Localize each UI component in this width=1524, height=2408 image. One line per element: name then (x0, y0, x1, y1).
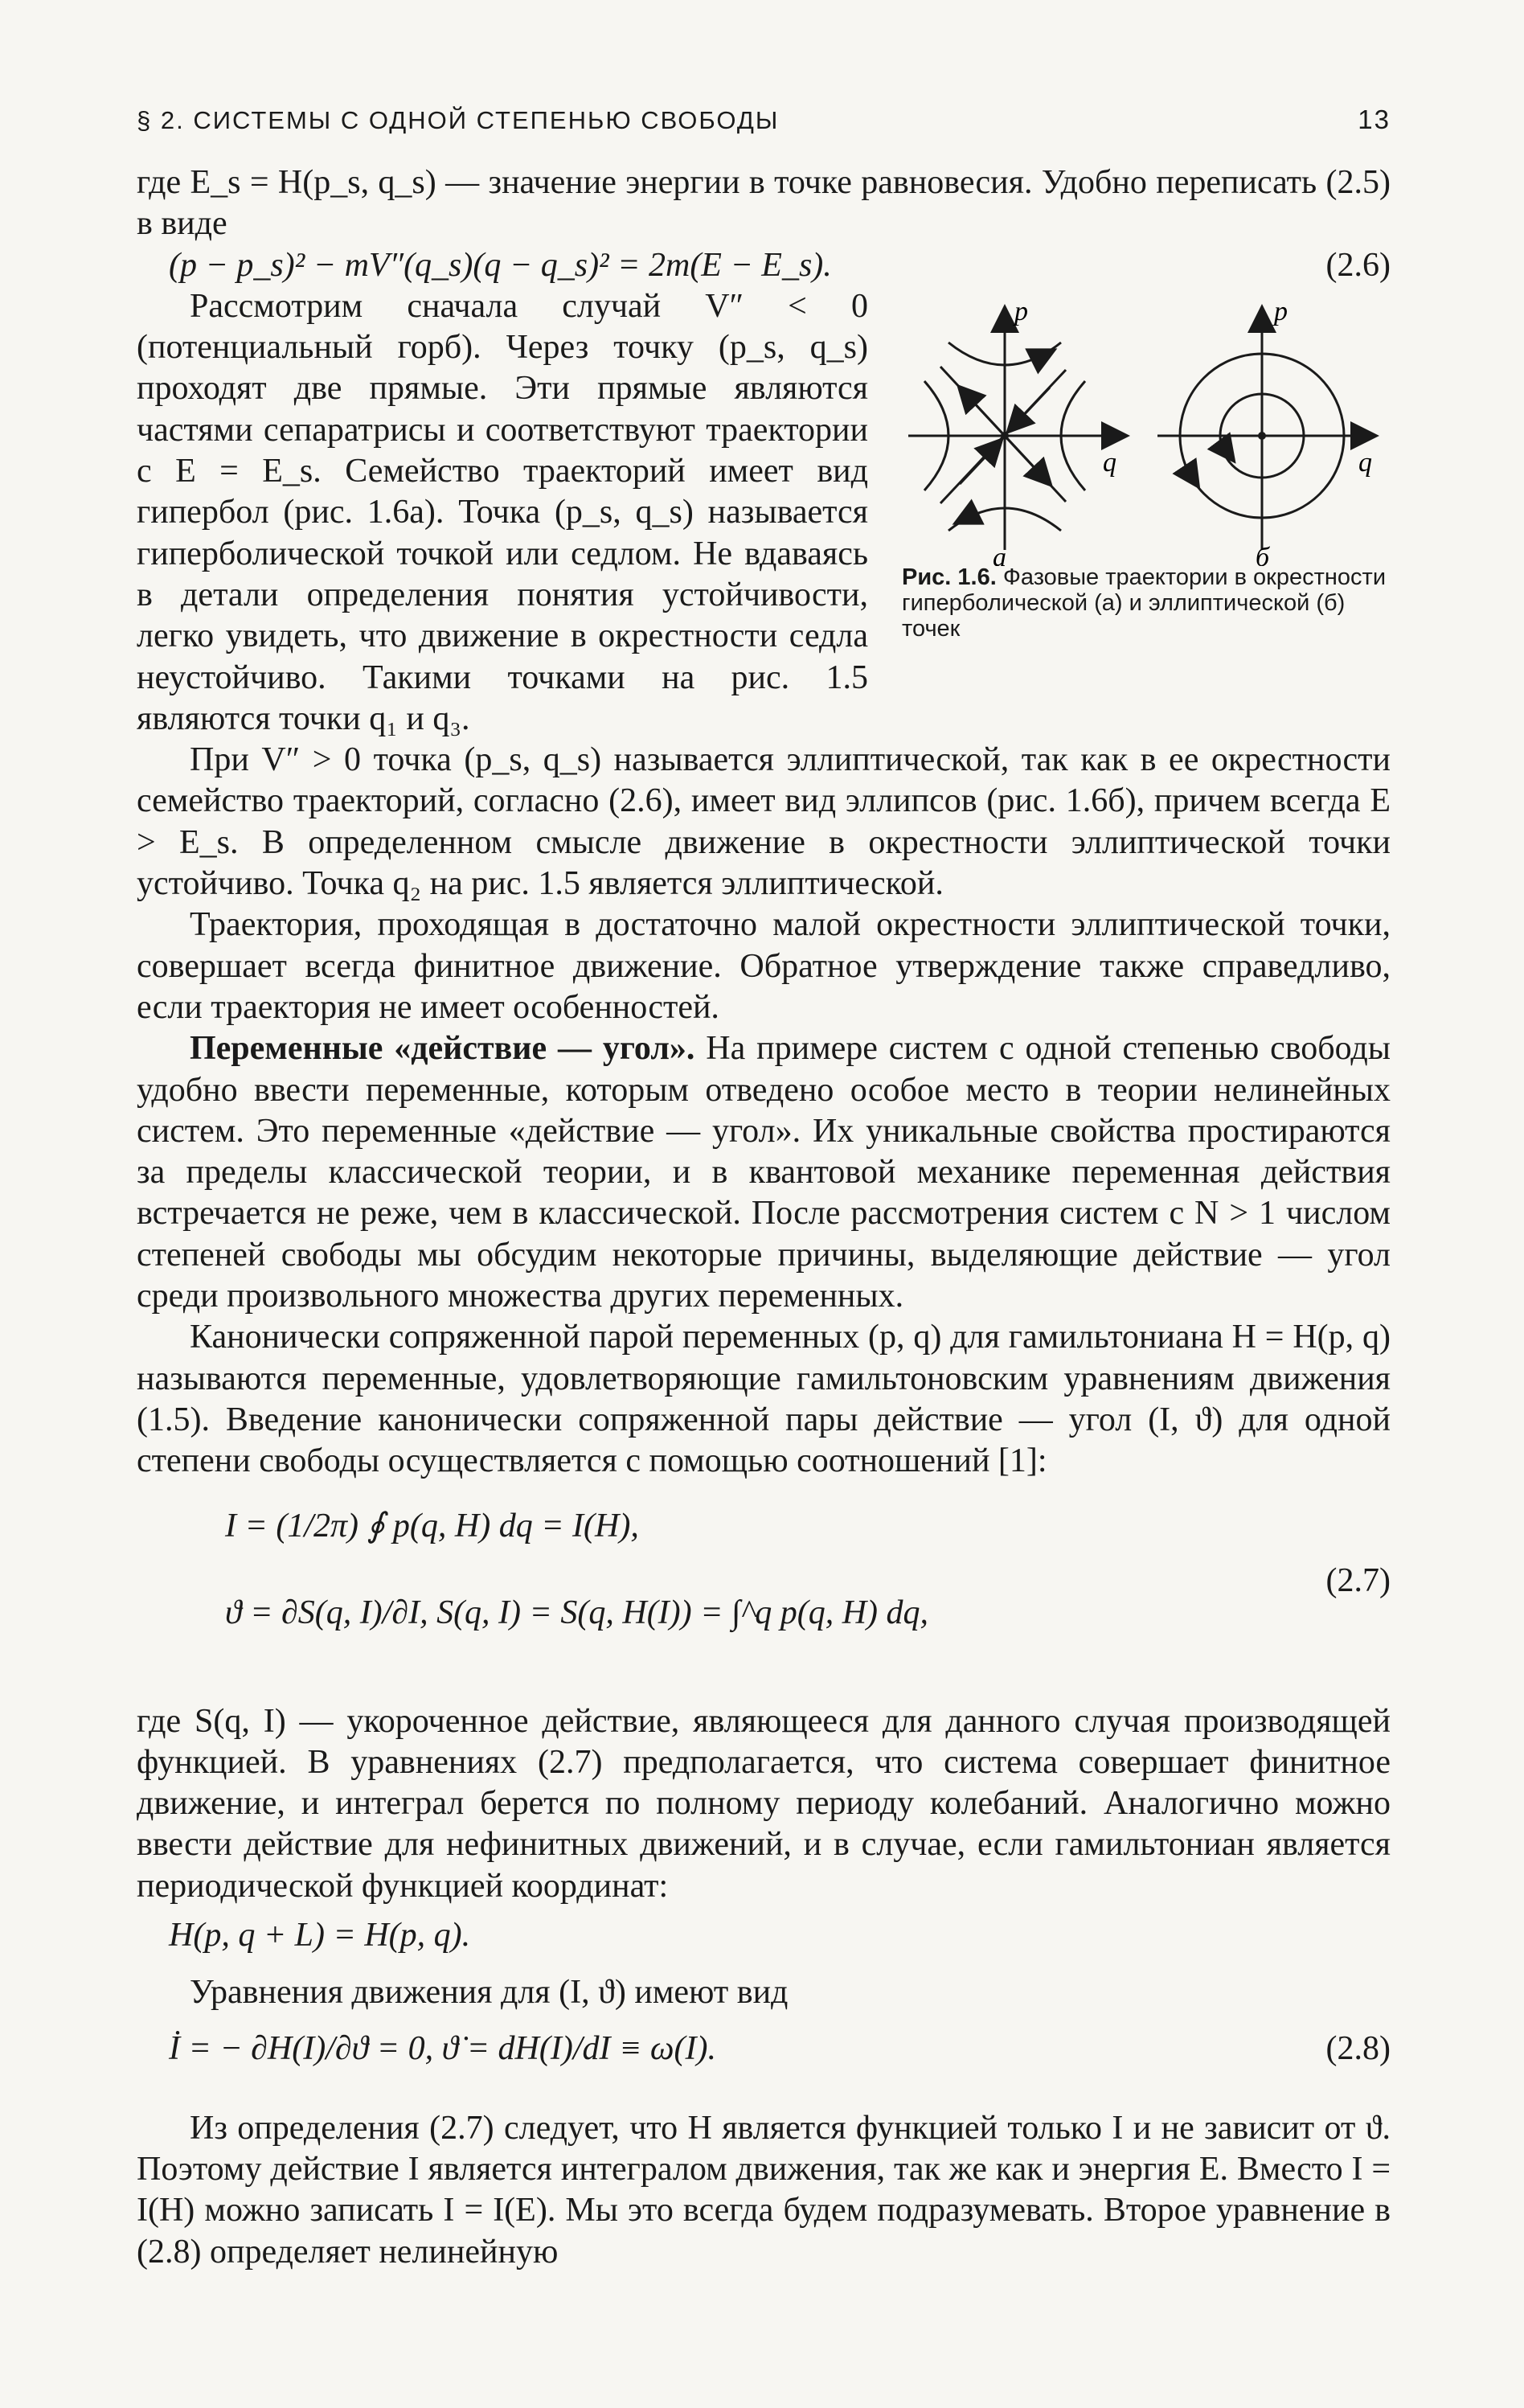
axis-p-label-a: p (1014, 296, 1028, 326)
axis-p-label-b: p (1274, 296, 1288, 326)
paragraph-7: где S(q, I) — укороченное действие, являющееся для данного случая производящей функцией. В уравнениях (2.7) предполагается, что система совершает финитное движение, и интеграл берется по полному периоду колебаний. Аналогично можно ввести действие для нефинитных движений, и в случае, если гамильтониан является периодической функцией координат: (137, 1702, 1391, 1905)
page-number: 13 (1358, 105, 1391, 134)
figure-label-a: а (993, 542, 1006, 566)
text-with-figure (137, 286, 1391, 905)
equation-2-6-number: (2.6) (1325, 246, 1391, 284)
paragraph-2: Рассмотрим сначала случай V″ < 0 (потенциальный горб). Через точку (p_s, q_s) проходят две прямые. Эти прямые являются частями сепаратрисы и соответствуют траектории с E = E_s. Семейство траекторий имеет вид гипербол (рис. 1.6а). Точка (p_s, q_s) называется гиперболической точкой или седлом. Не вдаваясь в детали определения понятия устойчивости, легко увидеть, что движение в окрестности седла неустойчиво. Такими точками на рис. 1.5 являются точки q₁ и q₃. (137, 287, 868, 737)
caption-text: Фазовые траектории в окрестности гиперболической (а) и эллиптической (б) точек (902, 564, 1387, 642)
phase-portrait-diagram (892, 293, 1391, 566)
equation-2-6 (137, 245, 1391, 286)
page (137, 105, 1391, 2273)
equation-2-8-number: (2.8) (1325, 2029, 1391, 2067)
paragraph-4: Траектория, проходящая в достаточно малой окрестности эллиптической точки, совершает всегда финитное движение. Обратное утверждение также справедливо, если траектория не имеет особенностей. (137, 906, 1391, 1026)
paragraph-1: где E_s = H(p_s, q_s) — значение энергии в точке равновесия. Удобно переписать (2.5) в виде (137, 164, 1391, 243)
paragraph-3: При V″ > 0 точка (p_s, q_s) называется эллиптической, так как в ее окрестности семейство траекторий, согласно (2.6), имеет вид эллипсов (рис. 1.6б), причем всегда E > E_s. В определенном смысле движение в окрестности эллиптической точки устойчиво. Точка q₂ на рис. 1.5 является эллиптической. (137, 741, 1391, 903)
paragraph-5 (137, 1028, 1391, 1317)
paragraph-8: Уравнения движения для (I, ϑ) имеют вид (190, 1974, 789, 2012)
paragraph-6: Канонически сопряженной парой переменных (p, q) для гамильтониана H = H(p, q) называются переменные, удовлетворяющие гамильтоновским уравнениям движения (1.5). Введение канонически сопряженной пары действие — угол (I, ϑ) для одной степени свободы осуществляется с помощью соотношений [1]: (137, 1319, 1391, 1480)
axis-q-label-a: q (1103, 447, 1116, 478)
section-title: § 2. СИСТЕМЫ С ОДНОЙ СТЕПЕНЬЮ СВОБОДЫ (137, 106, 780, 134)
paragraph-5-text: На примере систем с одной степенью свободы удобно ввести переменные, которым отведено особое место в теории нелинейных систем. Это переменные «действие — угол». Их уникальные свойства простираются за пределы классической теории, и в квантовой механике переменная действия встречается не реже, чем в классической. После рассмотрения систем с N > 1 числом степеней свободы мы обсудим некоторые причины, выделяющие действие — угол среди произвольного множества других переменных. (137, 1030, 1391, 1315)
equation-2-8-body: İ = − ∂H(I)/∂ϑ = 0, ϑ̇ = dH(I)/dI ≡ ω(I). (169, 2029, 716, 2067)
equation-2-7-number: (2.7) (1325, 1561, 1391, 1599)
elliptic-portrait (1157, 309, 1374, 550)
equation-2-6-body: (p − p_s)² − mV″(q_s)(q − q_s)² = 2m(E − E_s). (169, 246, 832, 284)
caption-title: Рис. 1.6. (902, 564, 997, 590)
running-header (137, 105, 1391, 135)
figure-1-6 (892, 293, 1391, 671)
equation-periodic (137, 1915, 1391, 1956)
figure-label-b: б (1256, 542, 1270, 566)
axis-q-label-b: q (1358, 447, 1372, 478)
paragraph-9: Из определения (2.7) следует, что H является функцией только I и не зависит от ϑ. Поэтому действие I является интегралом движения, так же как и энергия E. Вместо I = I(H) можно записать I = I(E). Мы это всегда будем подразумевать. Второе уравнение в (2.8) определяет нелинейную (137, 2109, 1391, 2271)
equation-2-8 (137, 2029, 1391, 2070)
hyperbolic-portrait (908, 309, 1125, 550)
figure-caption (902, 564, 1392, 642)
equation-2-7 (137, 1497, 1391, 1682)
equation-2-7-line-1: I = (1/2π) ∮ p(q, H) dq = I(H), (225, 1507, 639, 1544)
equation-2-7-line-2: ϑ = ∂S(q, I)/∂I, S(q, I) = S(q, H(I)) = ∫^q p(q, H) dq, (225, 1594, 929, 1631)
section-heading: Переменные «действие — угол». (190, 1030, 695, 1068)
equation-periodic-body: H(p, q + L) = H(p, q). (169, 1916, 471, 1954)
